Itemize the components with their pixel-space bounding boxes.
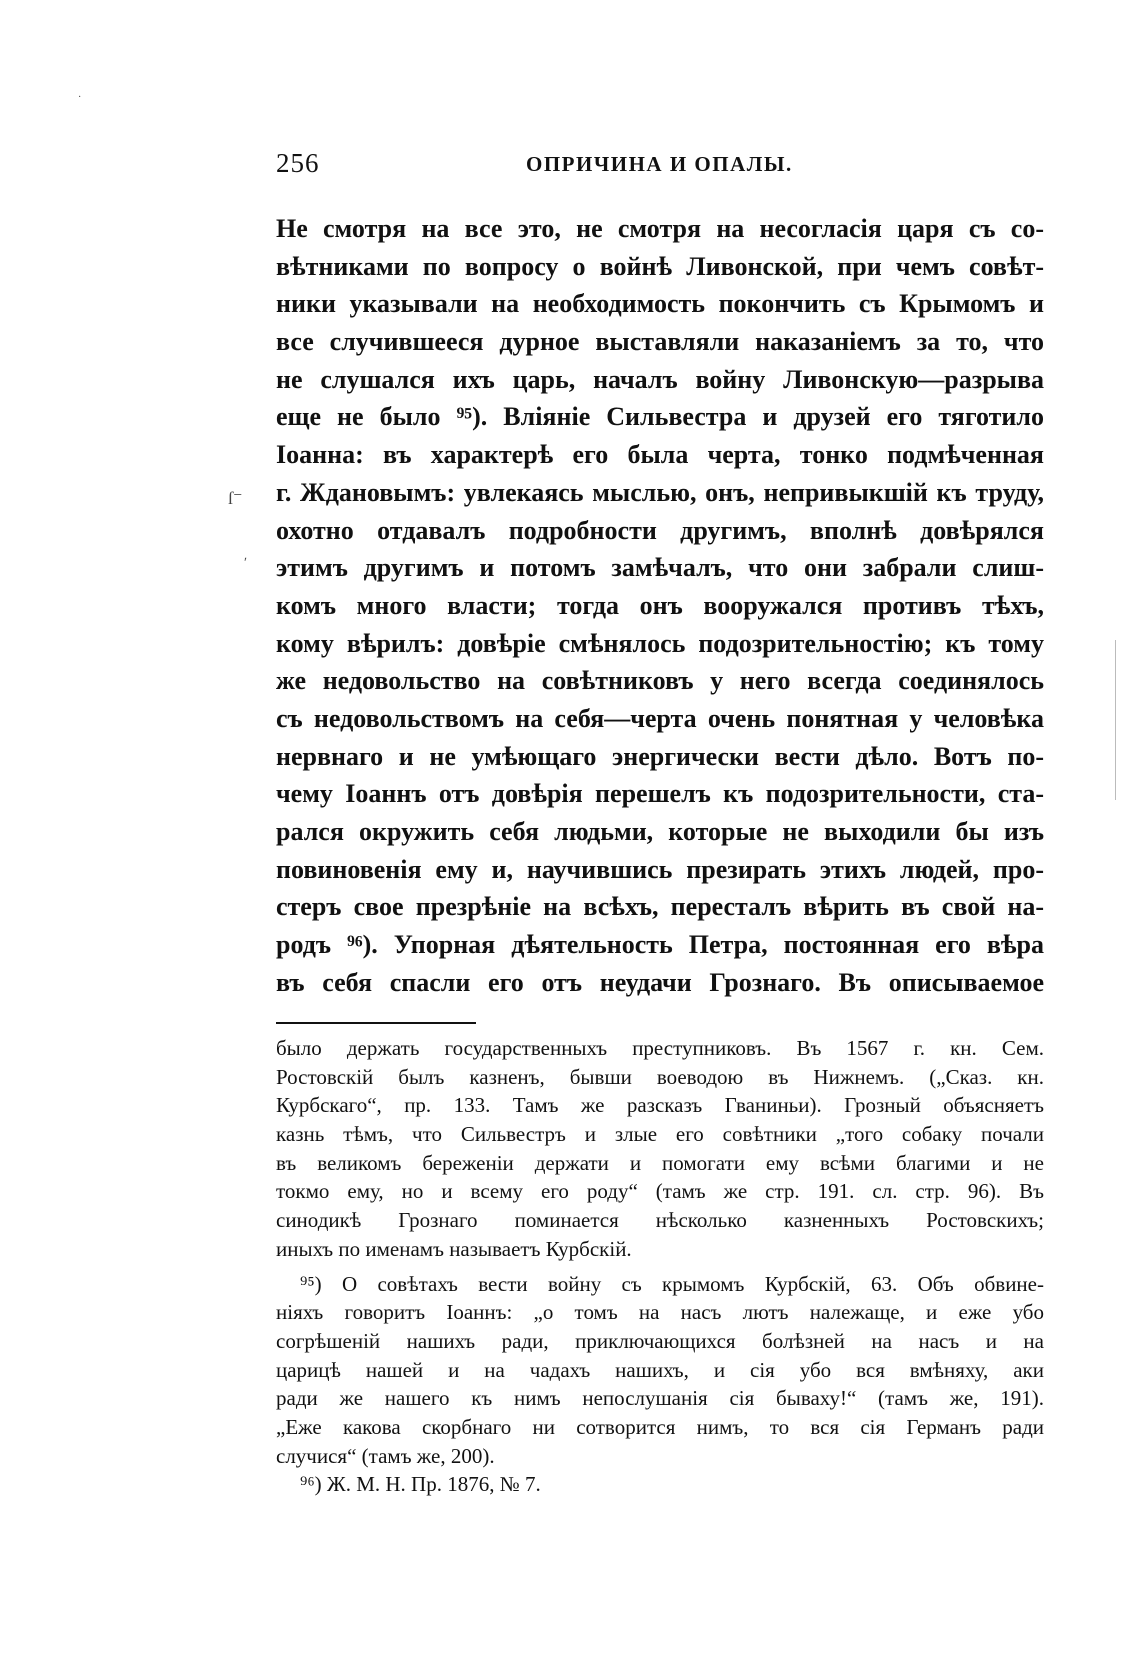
text-line: г. Ждановымъ: увлекаясь мыслью, онъ, непривыкшій къ труду, bbox=[276, 477, 1044, 507]
margin-pencil-mark: ſ⁻ bbox=[228, 488, 243, 508]
text-line: въ себя спасли его отъ неудачи Грознаго. Въ описываемое bbox=[276, 967, 1044, 997]
text-line: стеръ свое презрѣніе на всѣхъ, пересталъ вѣрить въ свой на- bbox=[276, 892, 1044, 922]
footnote-line: царицѣ нашей и на чадахъ нашихъ, и сія убо вся вмѣняху, аки bbox=[276, 1357, 1044, 1382]
footnote-line: ⁹⁵) О совѣтахъ вести войну съ крымомъ Курбскій, 63. Объ обвине- bbox=[300, 1271, 1044, 1296]
footnote-line: согрѣшеній нашихъ ради, приключающихся болѣзней на насъ и на bbox=[276, 1328, 1044, 1353]
footnote-line: Курбскаго“, пр. 133. Тамъ же разсказъ Гваниньи). Грозный объясняетъ bbox=[276, 1093, 1044, 1118]
footnote-line: ради же нашего къ нимъ непослушанія сія бываху!“ (тамъ же, 191). bbox=[276, 1386, 1044, 1411]
speck-mark: · bbox=[78, 92, 82, 103]
main-text bbox=[276, 210, 1044, 1001]
footnote-line: Ростовскій былъ казненъ, бывши воеводою въ Нижнемъ. („Сказ. кн. bbox=[276, 1064, 1044, 1089]
text-line: повиновенія ему и, научившись презирать этихъ людей, про- bbox=[276, 854, 1044, 884]
footnote-continued bbox=[276, 1034, 1044, 1264]
page-header bbox=[276, 148, 1044, 188]
text-line: еще не было ⁹⁵). Вліяніе Сильвестра и друзей его тяготило bbox=[276, 402, 1044, 432]
footnote-separator bbox=[276, 1022, 476, 1024]
footnote-line: случися“ (тамъ же, 200). bbox=[276, 1443, 495, 1468]
footnote-line: было держать государственныхъ преступниковъ. Въ 1567 г. кн. Сем. bbox=[276, 1036, 1044, 1060]
footnote-96 bbox=[276, 1470, 1044, 1499]
text-line: чему Іоаннъ отъ довѣрія перешелъ къ подозрительности, ста- bbox=[276, 779, 1044, 809]
page-edge-shadow bbox=[1115, 640, 1116, 800]
text-line: все случившееся дурное выставляли наказаніемъ за то, что bbox=[276, 327, 1044, 357]
text-line: нервнаго и не умѣющаго энергически вести дѣло. Вотъ по- bbox=[276, 741, 1044, 771]
text-line: этимъ другимъ и потомъ замѣчалъ, что они забрали слиш- bbox=[276, 553, 1044, 583]
text-line: же недовольство на совѣтниковъ у него всегда соединялось bbox=[276, 666, 1044, 696]
footnotes bbox=[276, 1034, 1044, 1499]
footnote-line: токмо ему, но и всему его роду“ (тамъ же стр. 191. сл. стр. 96). Въ bbox=[276, 1179, 1044, 1204]
text-line: не слушался ихъ царь, началъ войну Ливонскую—разрыва bbox=[276, 364, 1044, 394]
footnote-line: иныхъ по именамъ называетъ Курбскій. bbox=[276, 1236, 632, 1261]
text-line: кому вѣрилъ: довѣріе смѣнялось подозрительностію; къ тому bbox=[276, 628, 1044, 658]
footnote-line: казнь тѣмъ, что Сильвестръ и злые его совѣтники „того собаку почали bbox=[276, 1122, 1044, 1147]
text-line: охотно отдавалъ подробности другимъ, вполнѣ довѣрялся bbox=[276, 515, 1044, 545]
text-line: рался окружить себя людьми, которые не выходили бы изъ bbox=[276, 817, 1044, 846]
footnote-line: синодикѣ Грознаго поминается нѣсколько казненныхъ Ростовскихъ; bbox=[276, 1208, 1044, 1233]
running-title: ОПРИЧИНА И ОПАЛЫ. bbox=[526, 152, 793, 176]
page-number: 256 bbox=[276, 148, 320, 178]
margin-tick-mark: ʹ bbox=[244, 556, 248, 571]
footnote-line: въ великомъ береженіи держати и помогати ему всѣми благими и не bbox=[276, 1150, 1044, 1175]
footnote-line: „Еже какова скорбнаго ни сотворится нимъ, то вся сія Германъ ради bbox=[276, 1414, 1044, 1439]
text-line: родъ ⁹⁶). Упорная дѣятельность Петра, постоянная его вѣра bbox=[276, 930, 1044, 960]
text-line: вѣтниками по вопросу о войнѣ Ливонской, при чемъ совѣт- bbox=[276, 251, 1044, 281]
footnote-line: ніяхъ говоритъ Іоаннъ: „о томъ на насъ лютъ належаще, и еже убо bbox=[276, 1300, 1044, 1325]
text-line: ники указывали на необходимость покончить съ Крымомъ и bbox=[276, 289, 1044, 319]
text-line: Не смотря на все это, не смотря на несогласія царя съ со- bbox=[276, 214, 1044, 243]
footnote-line: ⁹⁶) Ж. М. Н. Пр. 1876, № 7. bbox=[300, 1472, 541, 1497]
text-line: комъ много власти; тогда онъ вооружался противъ тѣхъ, bbox=[276, 590, 1044, 620]
text-line: съ недовольствомъ на себя—черта очень понятная у человѣка bbox=[276, 703, 1044, 733]
text-line: Іоанна: въ характерѣ его была черта, тонко подмѣченная bbox=[276, 440, 1044, 470]
footnote-95 bbox=[276, 1270, 1044, 1471]
